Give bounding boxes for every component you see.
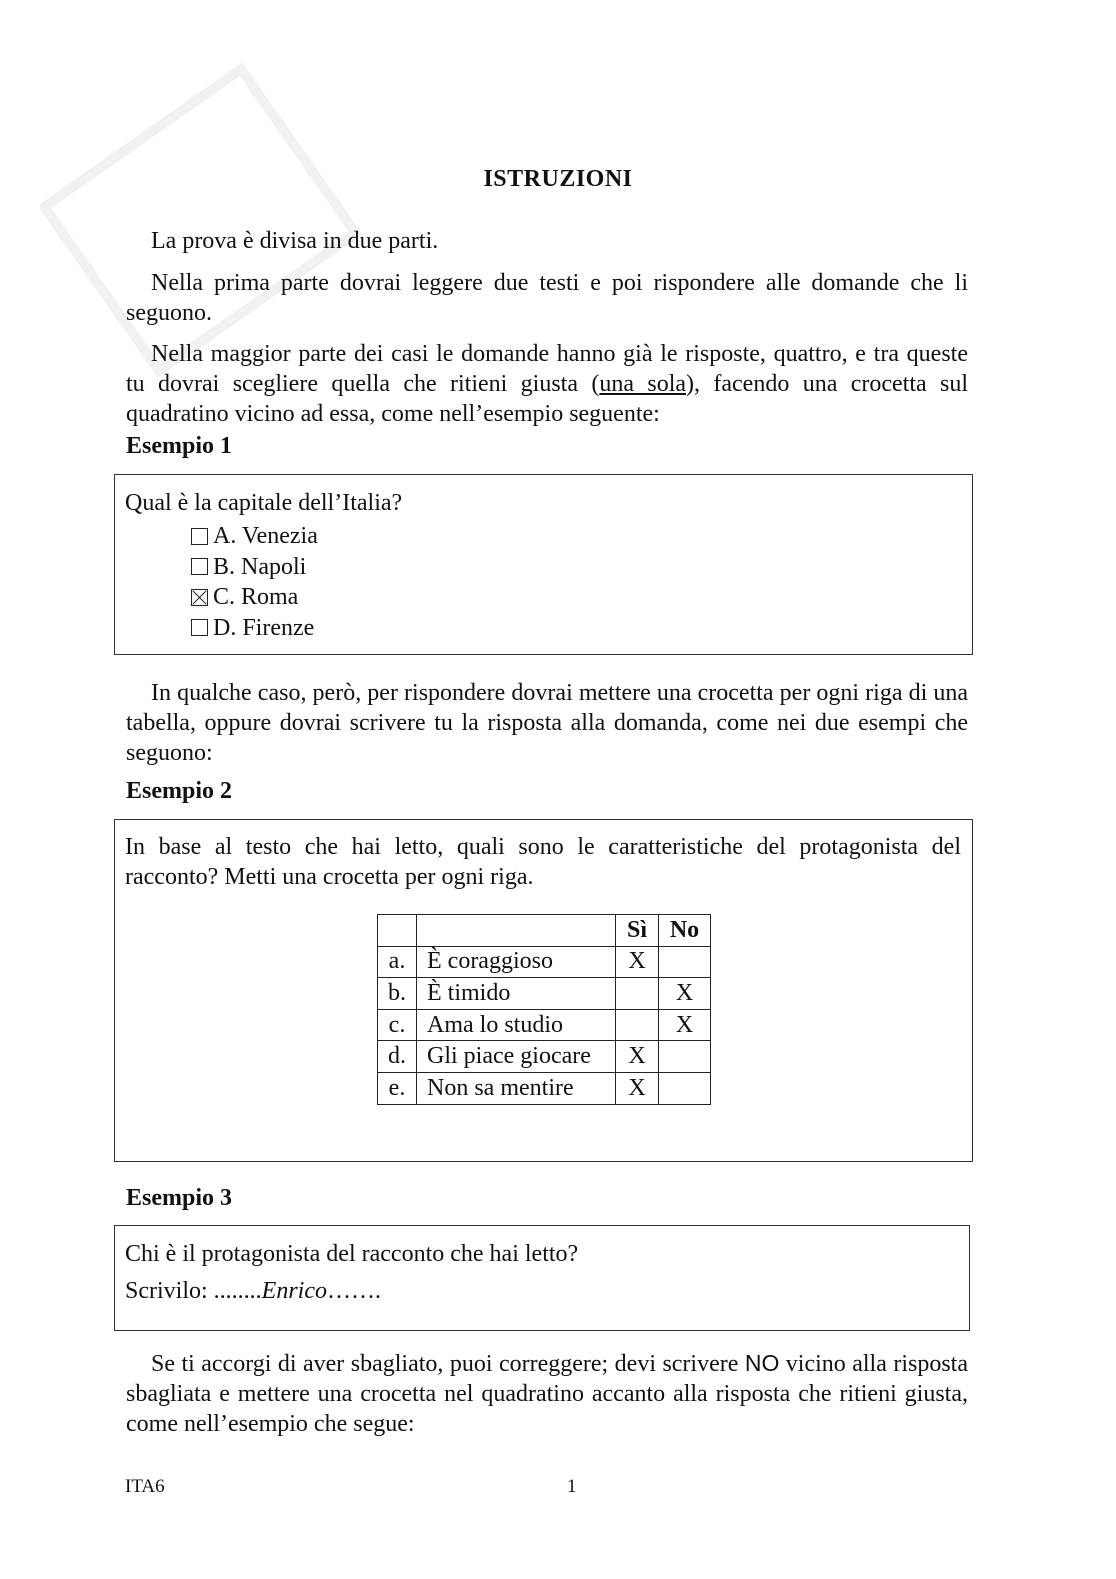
no-marker-text: NO (744, 1350, 780, 1376)
footer-code: ITA6 (125, 1476, 165, 1497)
answer-suffix: ……. (327, 1278, 381, 1304)
paragraph-correction-text-2: vicino alla risposta sbagliata e mettere una crocetta nel quadratino accanto alla risposta che ritieni giusta, come nell’esempio che segue: (126, 1351, 968, 1437)
option-label: B. Napoli (213, 553, 307, 580)
example-3-label: Esempio 3 (126, 1185, 233, 1211)
row-si-cell[interactable] (616, 978, 659, 1010)
paragraph-intro: La prova è divisa in due parti. (151, 228, 439, 254)
checkbox-icon[interactable] (191, 558, 208, 575)
paragraph-correction (126, 1348, 968, 1439)
row-trait: Ama lo studio (417, 1009, 616, 1041)
option-label: D. Firenze (213, 614, 315, 641)
row-si-cell[interactable]: X (616, 946, 659, 978)
row-trait: Non sa mentire (417, 1072, 616, 1104)
example-2-box (114, 819, 973, 1162)
table-header-empty (417, 915, 616, 947)
paragraph-first-part: Nella prima parte dovrai leggere due testi e poi rispondere alle domande che li seguono. (126, 270, 968, 326)
table-row (378, 1041, 711, 1073)
traits-table (377, 914, 711, 1105)
watermark-logo (40, 60, 400, 380)
example-2-question: In base al testo che hai letto, quali sono le caratteristiche del protagonista del racconto? Metti una crocetta per ogni riga. (125, 834, 961, 890)
paragraph-table-instructions: In qualche caso, però, per rispondere dovrai mettere una crocetta per ogni riga di una tabella, oppure dovrai scrivere tu la risposta alla domanda, come nei due esempi che seguono: (126, 680, 968, 766)
row-no-cell[interactable] (659, 1041, 711, 1073)
row-letter: e. (378, 1072, 417, 1104)
option-c[interactable] (191, 582, 318, 613)
example-3-box (114, 1225, 970, 1331)
underlined-text: una sola (599, 371, 687, 397)
paragraph-multiple-choice-text-1: Nella maggior parte dei casi le domande hanno già le risposte, quattro, e tra queste tu dovrai scegliere quella che ritieni giusta ( (126, 341, 968, 397)
option-label: C. Roma (213, 584, 299, 610)
row-no-cell[interactable] (659, 1072, 711, 1104)
row-no-cell[interactable]: X (659, 978, 711, 1010)
example-1-box (114, 474, 973, 655)
paragraph-multiple-choice-text-2: ), facendo una crocetta sul quadratino vicino ad essa, come nell’esempio seguente: (126, 371, 969, 427)
row-no-cell[interactable]: X (659, 1009, 711, 1041)
option-a[interactable] (191, 521, 318, 552)
row-trait: Gli piace giocare (417, 1041, 616, 1073)
option-b[interactable] (191, 552, 318, 583)
table-header-empty (378, 915, 417, 947)
table-row (378, 1072, 711, 1104)
answer-value[interactable]: Enrico (261, 1278, 327, 1304)
row-no-cell[interactable] (659, 946, 711, 978)
option-d[interactable] (191, 613, 318, 644)
page-title: ISTRUZIONI (483, 166, 633, 192)
table-row (378, 1009, 711, 1041)
table-header-no: No (659, 915, 711, 947)
example-1-question: Qual è la capitale dell’Italia? (125, 490, 403, 516)
answer-prefix: Scrivilo: ........ (125, 1278, 262, 1304)
row-letter: d. (378, 1041, 417, 1073)
example-3-answer-line (125, 1276, 381, 1306)
row-letter: c. (378, 1009, 417, 1041)
footer-page-number: 1 (567, 1476, 577, 1497)
table-row (378, 978, 711, 1010)
row-si-cell[interactable]: X (616, 1041, 659, 1073)
row-si-cell[interactable]: X (616, 1072, 659, 1104)
row-trait: È timido (417, 978, 616, 1010)
option-label: A. Venezia (213, 523, 318, 549)
table-header-si: Sì (616, 915, 659, 947)
checkbox-icon[interactable] (191, 619, 208, 636)
paragraph-multiple-choice (126, 339, 968, 429)
table-header-row (378, 915, 711, 947)
checked-checkbox-icon[interactable] (191, 589, 208, 606)
example-3-question: Chi è il protagonista del racconto che hai letto? (125, 1241, 579, 1267)
row-letter: a. (378, 946, 417, 978)
table-row (378, 946, 711, 978)
checkbox-icon[interactable] (191, 528, 208, 545)
example-1-options (191, 521, 318, 643)
example-2-label: Esempio 2 (126, 778, 233, 804)
paragraph-correction-text-1: Se ti accorgi di aver sbagliato, puoi correggere; devi scrivere (151, 1351, 745, 1377)
row-trait: È coraggioso (417, 946, 616, 978)
row-letter: b. (378, 978, 417, 1010)
example-1-label: Esempio 1 (126, 433, 233, 459)
row-si-cell[interactable] (616, 1009, 659, 1041)
